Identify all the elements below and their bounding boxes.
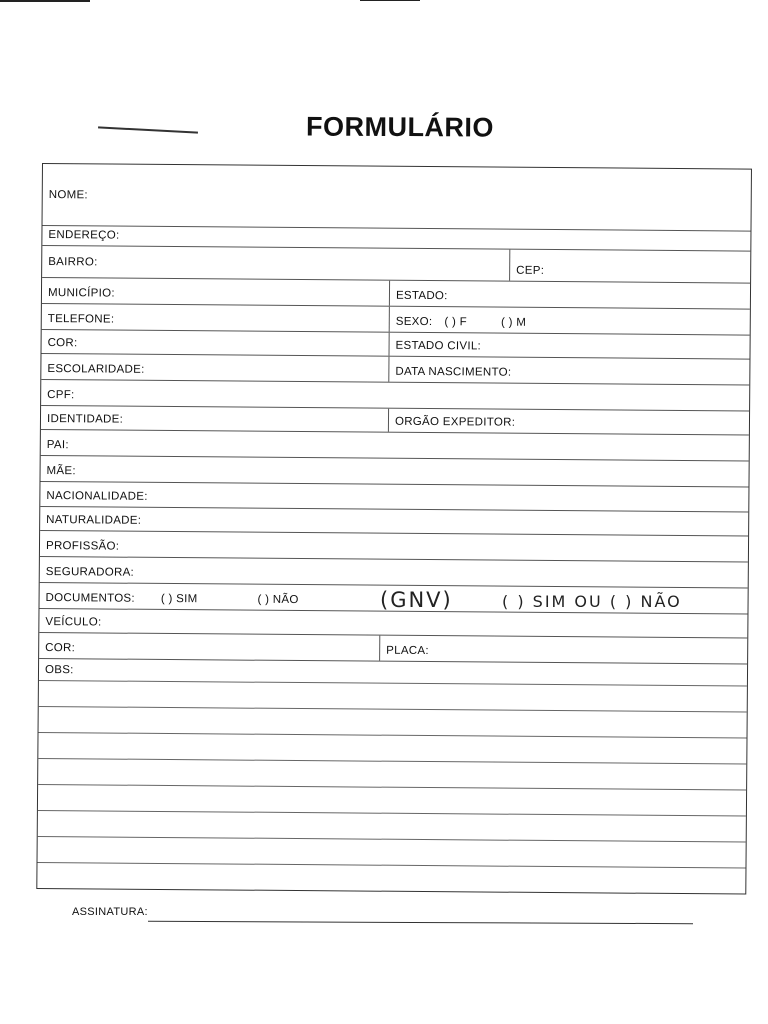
field-orgao-expeditor[interactable] bbox=[388, 409, 749, 435]
label-identidade: IDENTIDADE: bbox=[46, 413, 124, 426]
field-sexo bbox=[389, 307, 750, 335]
handwritten-gnv: (GNV) bbox=[380, 588, 453, 612]
label-obs: OBS: bbox=[44, 664, 74, 677]
label-nome: NOME: bbox=[48, 188, 89, 201]
label-mae: MÃE: bbox=[46, 465, 76, 478]
handwritten-options: ( ) SIM OU ( ) NÃO bbox=[502, 592, 682, 611]
label-cep: CEP: bbox=[516, 264, 545, 277]
label-estado-civil: ESTADO CIVIL: bbox=[395, 339, 482, 353]
documentos-sim-checkbox[interactable]: ( ) SIM bbox=[160, 592, 198, 606]
signature-line[interactable] bbox=[148, 921, 693, 924]
label-municipio: MUNICÍPIO: bbox=[47, 287, 115, 300]
field-municipio[interactable] bbox=[42, 278, 389, 306]
obs-lines bbox=[37, 681, 747, 894]
field-escolaridade[interactable] bbox=[41, 354, 388, 382]
field-estado[interactable] bbox=[389, 281, 750, 309]
field-estado-civil[interactable] bbox=[388, 333, 749, 359]
signature-label: ASSINATURA: bbox=[72, 906, 148, 918]
label-pai: PAI: bbox=[46, 439, 69, 452]
field-cep[interactable] bbox=[509, 250, 750, 283]
field-cor[interactable] bbox=[42, 330, 389, 356]
label-placa: PLACA: bbox=[386, 644, 429, 658]
form-table bbox=[36, 163, 752, 895]
label-bairro: BAIRRO: bbox=[48, 255, 98, 268]
label-endereco: ENDEREÇO: bbox=[48, 229, 120, 242]
field-cor-veiculo[interactable] bbox=[39, 633, 379, 661]
label-naturalidade: NATURALIDADE: bbox=[46, 514, 142, 527]
label-cpf: CPF: bbox=[47, 389, 75, 402]
field-placa[interactable] bbox=[379, 636, 747, 664]
field-nome[interactable] bbox=[43, 164, 751, 231]
label-estado: ESTADO: bbox=[395, 289, 448, 303]
label-escolaridade: ESCOLARIDADE: bbox=[47, 363, 145, 376]
label-cor: COR: bbox=[47, 337, 78, 350]
obs-line[interactable] bbox=[37, 863, 745, 894]
label-sexo: SEXO: bbox=[395, 315, 433, 329]
field-telefone[interactable] bbox=[42, 304, 389, 332]
label-telefone: TELEFONE: bbox=[47, 313, 115, 326]
documentos-nao-checkbox[interactable]: ( ) NÃO bbox=[257, 593, 299, 607]
field-bairro[interactable] bbox=[42, 246, 509, 281]
label-documentos: DOCUMENTOS: bbox=[45, 592, 135, 605]
label-nacionalidade: NACIONALIDADE: bbox=[46, 490, 148, 503]
label-data-nascimento: DATA NASCIMENTO: bbox=[395, 365, 512, 379]
label-orgao-expeditor: ORGÃO EXPEDITOR: bbox=[394, 415, 516, 429]
field-data-nascimento[interactable] bbox=[388, 357, 749, 385]
sexo-f-checkbox[interactable]: ( ) F bbox=[444, 316, 468, 329]
scan-edge-mark bbox=[0, 0, 90, 2]
label-seguradora: SEGURADORA: bbox=[45, 566, 135, 579]
label-veiculo: VEÍCULO: bbox=[45, 616, 102, 629]
label-cor-veiculo: COR: bbox=[45, 642, 76, 655]
page-title: FORMULÁRIO bbox=[305, 111, 495, 143]
row-nome bbox=[43, 164, 751, 232]
label-profissao: PROFISSÃO: bbox=[45, 540, 120, 553]
field-identidade[interactable] bbox=[41, 406, 388, 432]
scan-edge-mark bbox=[360, 0, 420, 1]
sexo-m-checkbox[interactable]: ( ) M bbox=[500, 316, 527, 329]
